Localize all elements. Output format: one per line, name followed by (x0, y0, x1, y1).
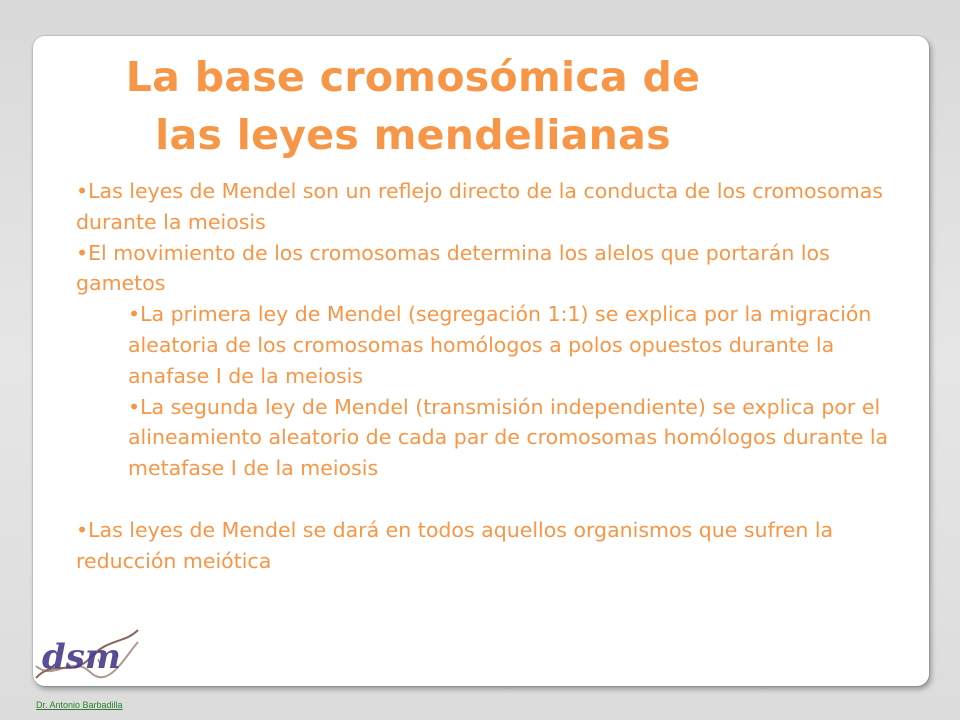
bullet-mendel-reflection: •Las leyes de Mendel son un reflejo directo de la conducta de los cromosomas durante la meiosis (76, 179, 883, 234)
dsm-logo (32, 624, 142, 686)
sub-bullet-first-law: •La primera ley de Mendel (segregación 1:1) se explica por la migración aleatoria de los cromosomas homólogos a polos opuestos durante la anafase I de la meiosis (128, 302, 872, 388)
logo-text: dsm (42, 637, 121, 677)
slide-title (33, 48, 793, 164)
author-link[interactable]: Dr. Antonio Barbadilla (36, 700, 123, 710)
slide-title-line-1: La base cromosómica de (125, 53, 701, 101)
slide-title-line-2: las leyes mendelianas (155, 111, 671, 159)
bullet-chromosome-movement: •El movimiento de los cromosomas determina los alelos que portarán los gametos (76, 240, 830, 296)
spacer (76, 484, 896, 515)
bullet-meiotic-reduction: •Las leyes de Mendel se dará en todos aquellos organismos que sufren la reducción meiótica (76, 517, 834, 573)
slide-body (76, 176, 896, 576)
sub-bullet-second-law: •La segunda ley de Mendel (transmisión independiente) se explica por el alineamiento aleatorio de cada par de cromosomas homólogos durante la metafase I de la meiosis (128, 394, 889, 481)
